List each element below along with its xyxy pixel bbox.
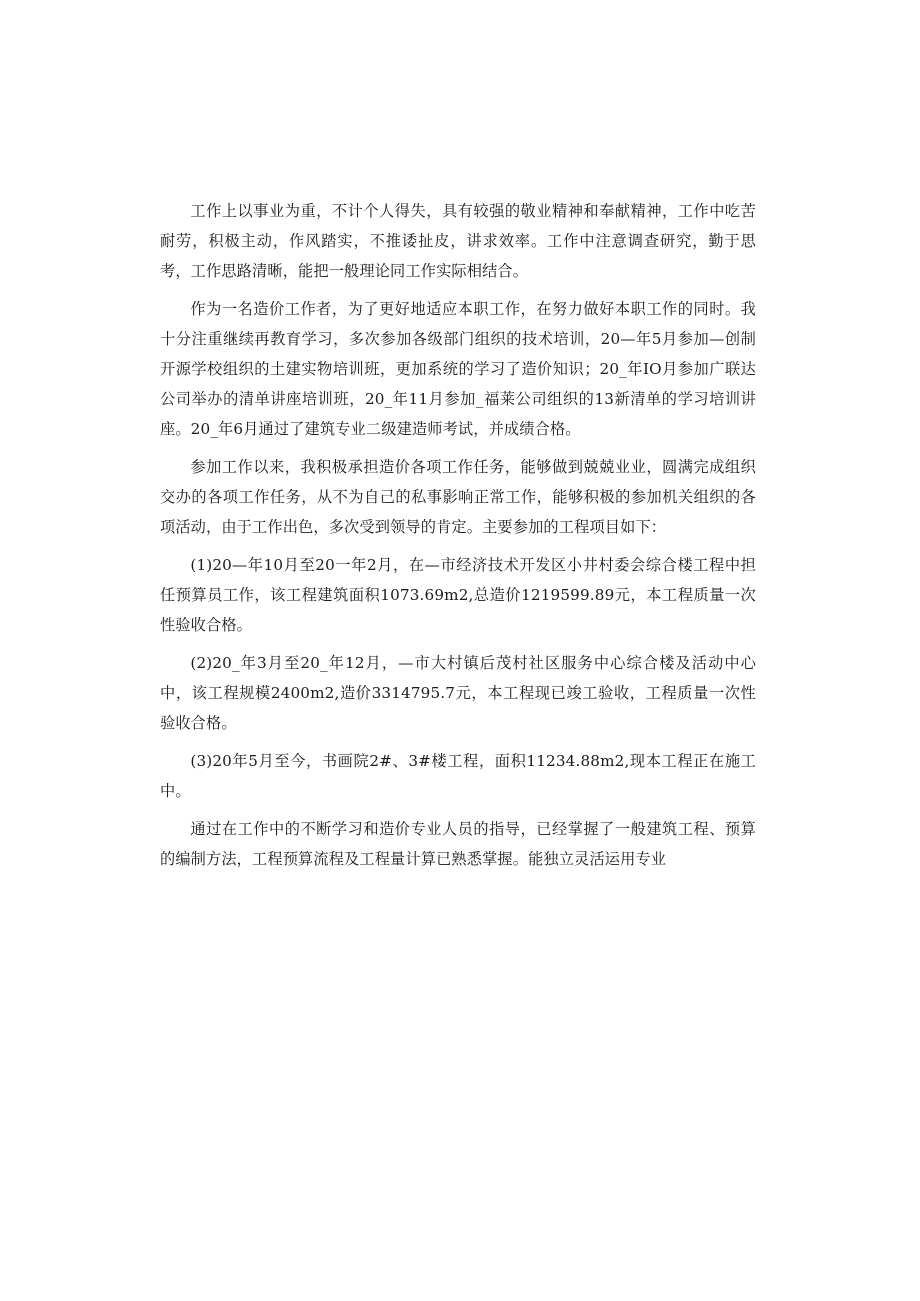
paragraph-tasks: 参加工作以来，我积极承担造价各项工作任务，能够做到兢兢业业，圆满完成组织交办的各项工作任务，从不为自己的私事影响正常工作，能够积极的参加机关组织的各项活动，由于工作出色，多次受到领导的肯定。主要参加的工程项目如下： bbox=[160, 458, 756, 536]
paragraph-project-2: (2)20_年3月至20_年12月，—市大村镇后茂村社区服务中心综合楼及活动中心中，该工程规模2400m2,造价3314795.7元，本工程现已竣工验收，工程质量一次性验收合格。 bbox=[160, 654, 756, 732]
paragraph-project-1: (1)20—年10月至20一年2月，在—市经济技术开发区小井村委会综合楼工程中担任预算员工作，该工程建筑面积1073.69m2,总造价1219599.89元，本工程质量一次性验收合格。 bbox=[160, 556, 756, 634]
document-body bbox=[160, 196, 756, 882]
paragraph-project-3: (3)20年5月至今，书画院2#、3#楼工程，面积11234.88m2,现本工程正在施工中。 bbox=[160, 752, 756, 800]
paragraph-work-attitude: 工作上以事业为重，不计个人得失，具有较强的敬业精神和奉献精神，工作中吃苦耐劳，积极主动，作风踏实，不推诿扯皮，讲求效率。工作中注意调查研究，勤于思考，工作思路清晰，能把一般理论同工作实际相结合。 bbox=[160, 202, 756, 280]
paragraph-skills: 通过在工作中的不断学习和造价专业人员的指导，已经掌握了一般建筑工程、预算的编制方法，工程预算流程及工程量计算已熟悉掌握。能独立灵活运用专业 bbox=[160, 820, 756, 868]
paragraph-training: 作为一名造价工作者，为了更好地适应本职工作，在努力做好本职工作的同时。我十分注重继续再教育学习，多次参加各级部门组织的技术培训，20—年5月参加—创制开源学校组织的土建实物培训班，更加系统的学习了造价知识；20_年IO月参加广联达公司举办的清单讲座培训班，20_年11月参加_福莱公司组织的13新清单的学习培训讲座。20_年6月通过了建筑专业二级建造师考试，并成绩合格。 bbox=[160, 300, 756, 438]
